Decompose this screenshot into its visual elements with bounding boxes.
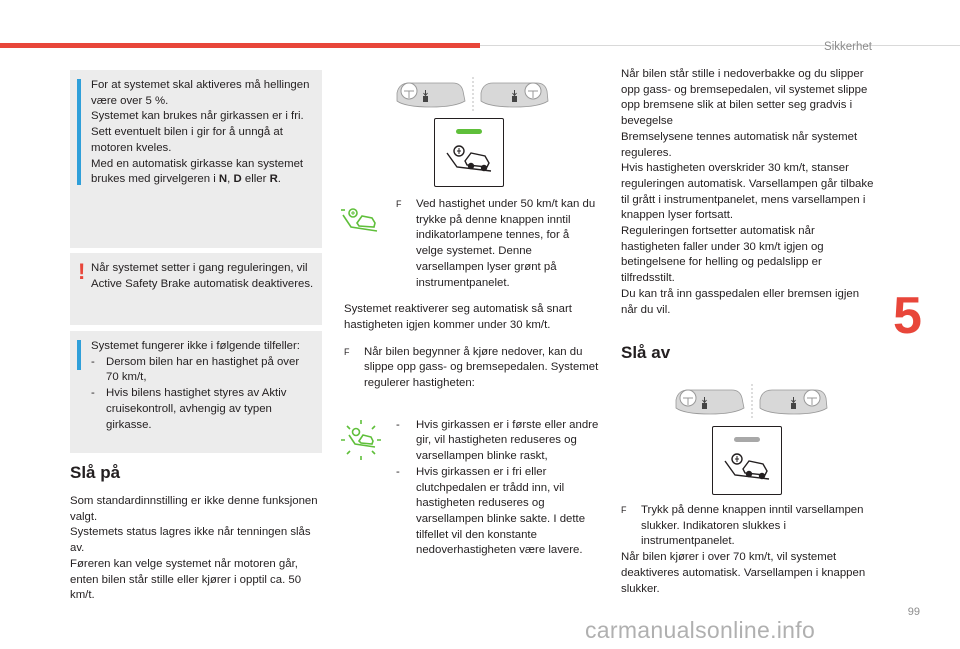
- bullet-item: F Trykk på denne knappen inntil varsellampen slukker. Indikatoren slukkes i instrumentpanelet.: [621, 504, 864, 548]
- dash-item: - Hvis girkassen er i første eller andre gir, vil hastigheten reduseres og varsellampen blinke raskt,: [396, 418, 599, 463]
- heading-deactivate: Slå av: [621, 343, 671, 363]
- info-line: Systemet kan brukes når girkassen er i fri. Sett eventuelt bilen i gir for å unngå at motoren kveles.: [91, 110, 304, 154]
- list-item: - Dersom bilen har en hastighet på over 70 km/t,: [91, 355, 300, 384]
- pedal-release-illustration: [395, 75, 550, 115]
- pedal-icon: [423, 96, 428, 102]
- section-activate: [70, 463, 322, 604]
- blinking-lamp-icon: [339, 418, 383, 462]
- warning-text: Når systemet setter i gang reguleringen, vil Active Safety Brake automatisk deaktiveres.: [91, 262, 314, 290]
- watermark: carmanualsonline.info: [585, 617, 816, 643]
- heading-activate: Slå på: [70, 463, 121, 482]
- paragraph: Systemet reaktiverer seg automatisk så snart hastigheten igjen kommer under 30 km/t.: [344, 303, 572, 331]
- warning-box: [70, 253, 322, 325]
- pedal-icon: [791, 403, 796, 409]
- paragraph: Føreren kan velge systemet når motoren går, enten bilen står stille eller kjører i opptil ca. 50 km/t.: [70, 557, 302, 602]
- pedal-icon: [702, 403, 707, 409]
- list-item: - Hvis bilens hastighet styres av Aktiv cruisekontroll, avhengig av typen girkasse.: [91, 387, 287, 431]
- dash-item: - Hvis girkassen er i fri eller clutchpedalen er trådd inn, vil hastigheten reduseres og varsellampen blinke sakte. I dette tilfellet vil den konstante nedoverhastigheten være lavere.: [396, 465, 586, 557]
- info-line: For at systemet skal aktiveres må hellingen være over 5 %.: [91, 79, 310, 107]
- page-number: 99: [907, 606, 920, 618]
- paragraph: Når bilen kjører i over 70 km/t, vil systemet deaktiveres automatisk. Varsellampen i knappen slukker.: [621, 551, 866, 595]
- hill-descent-button-on: [434, 118, 504, 187]
- bullet-item: F Ved hastighet under 50 km/t kan du trykke på denne knappen inntil indikatorlampene tennes, for å velge systemet. Denne varsellampen lyser grønt på instrumentpanelet.: [396, 198, 596, 289]
- info-marker: [77, 79, 81, 185]
- green-indicator-icon: [456, 129, 482, 134]
- hill-descent-car-icon: [447, 146, 491, 171]
- hill-descent-car-icon: [725, 454, 769, 479]
- info-marker: [77, 340, 81, 370]
- paragraph: Reguleringen fortsetter automatisk når hastigheten faller under 30 km/t igjen og betingelsene for helling og pedalslipp er tilfredsstilt.: [621, 225, 824, 285]
- info-line: Med en automatisk girkasse kan systemet brukes med girvelgeren i N, D eller R.: [91, 157, 304, 186]
- pedal-release-illustration: [674, 382, 829, 422]
- limits-intro: Systemet fungerer ikke i følgende tilfeller:: [91, 340, 300, 352]
- grey-indicator-icon: [734, 437, 760, 442]
- section-title: Sikkerhet: [824, 41, 872, 53]
- paragraph: Du kan trå inn gasspedalen eller bremsen igjen når du vil.: [621, 287, 860, 316]
- header-accent-bar: [0, 43, 480, 48]
- paragraph: Når bilen står stille i nedoverbakke og du slipper opp gass- og bremsepedalen, vil systemet slippe opp bremsene slik at bilen setter seg gradvis i bevegelse: [621, 68, 868, 128]
- paragraph: Hvis hastigheten overskrider 30 km/t, stanser reguleringen automatisk. Varsellampen går tilbake til grått i instrumentpanelet, mens varsellampen i knappen lyser fortsatt.: [621, 162, 874, 222]
- header-rule: [480, 45, 960, 46]
- middle-text-column: [344, 197, 599, 559]
- paragraph: Som standardinnstilling er ikke denne funksjonen valgt.: [70, 495, 318, 523]
- pedal-icon: [512, 96, 517, 102]
- hill-descent-button-off: [712, 426, 782, 495]
- paragraph: Systemets status lagres ikke når tenningen slås av.: [70, 526, 311, 555]
- right-text-column: [621, 67, 875, 363]
- paragraph: Bremselysene tennes automatisk når systemet reguleres.: [621, 130, 858, 159]
- right-text-column-bottom: [621, 503, 875, 597]
- info-box-limits: [70, 331, 322, 453]
- info-box-slope: [70, 70, 322, 248]
- chapter-number: 5: [893, 287, 922, 345]
- warning-icon: !: [78, 259, 86, 284]
- bullet-item: F Når bilen begynner å kjøre nedover, kan du slippe opp gass- og bremsepedalen. Systemet regulerer hastigheten:: [344, 345, 599, 390]
